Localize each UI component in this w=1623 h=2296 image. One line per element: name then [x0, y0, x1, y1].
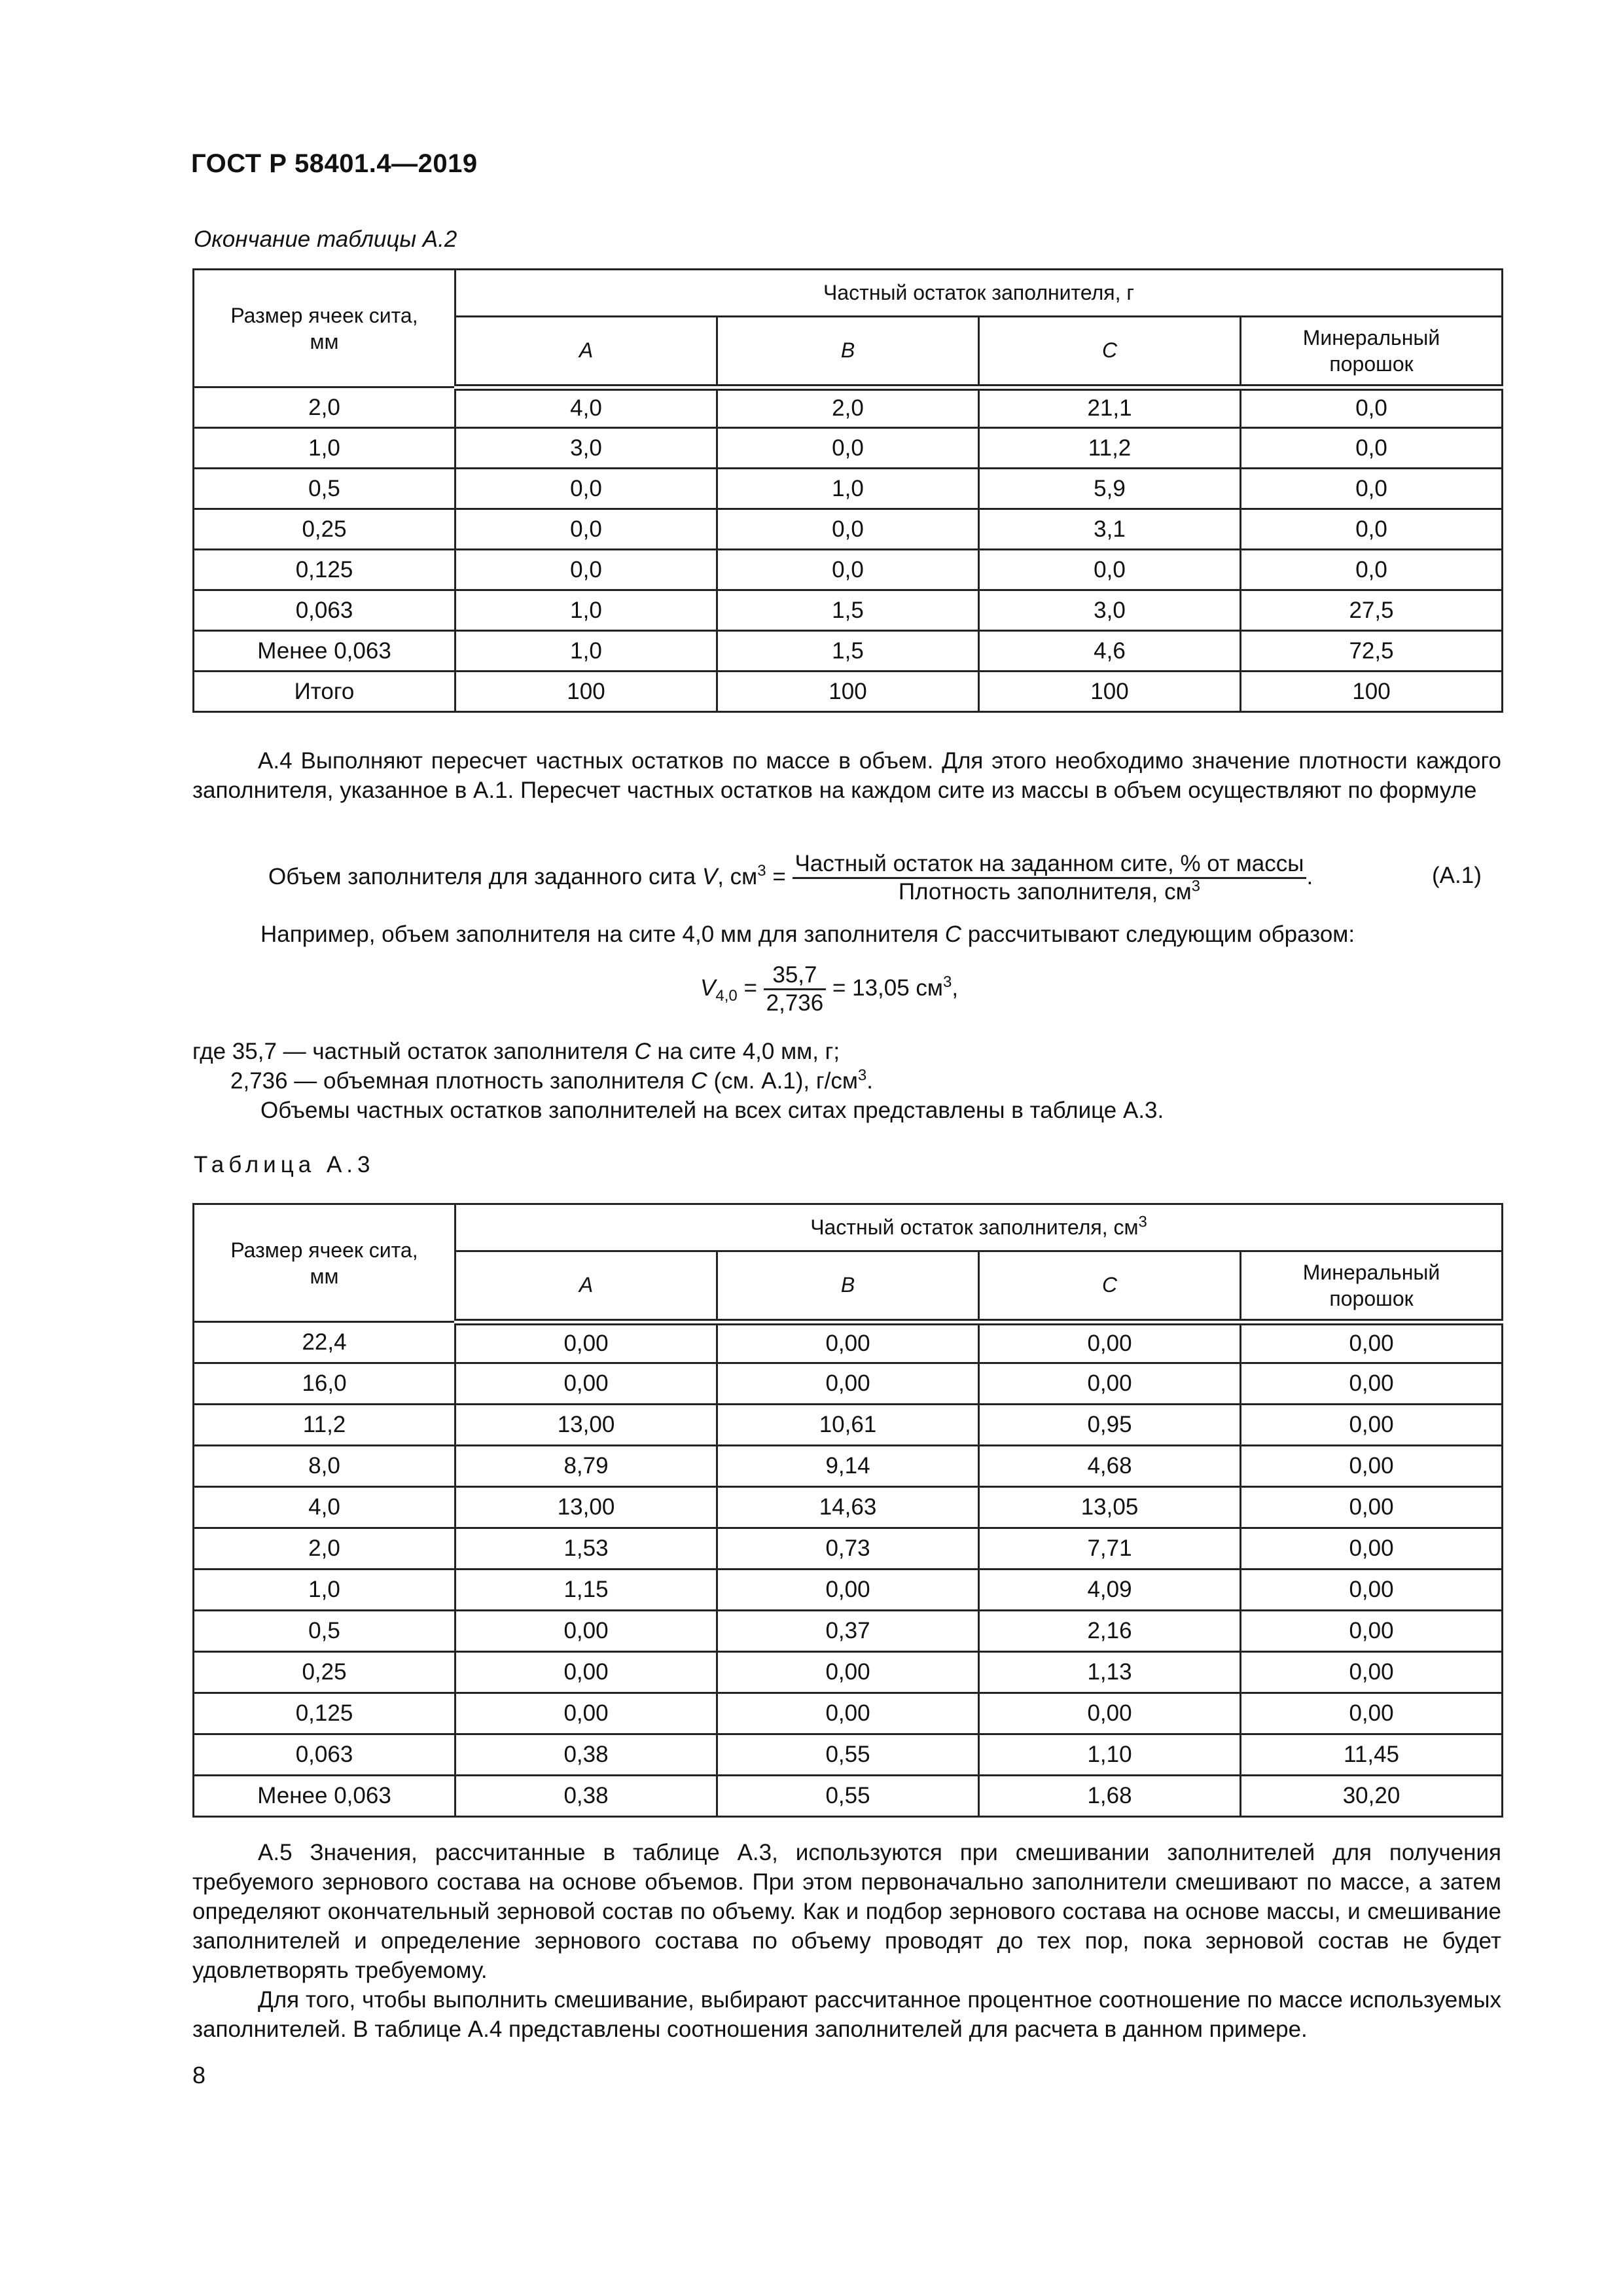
table-a2-col-mineral: Минеральный порошок: [1241, 317, 1503, 387]
value-cell: 0,55: [717, 1776, 979, 1817]
formula-a1-lhs: Объем заполнителя для заданного сита: [268, 863, 702, 889]
table-a3-col-a: A: [455, 1251, 717, 1322]
value-cell: 0,00: [717, 1322, 979, 1363]
sieve-size-cell: 0,25: [194, 1652, 455, 1693]
table-a2-col-b: B: [717, 317, 979, 387]
table-row: [194, 1363, 1503, 1405]
value-cell: 0,00: [979, 1693, 1241, 1734]
value-cell: 2,0: [717, 387, 979, 428]
value-cell: 100: [455, 672, 717, 712]
table-a3-group-sup: 3: [1138, 1213, 1147, 1231]
example-var: C: [944, 922, 962, 947]
sieve-size-cell: 22,4: [194, 1322, 455, 1363]
sieve-size-cell: 16,0: [194, 1363, 455, 1405]
value-cell: 1,5: [717, 631, 979, 672]
value-cell: 13,05: [979, 1487, 1241, 1528]
value-cell: 4,6: [979, 631, 1241, 672]
sieve-size-cell: Менее 0,063: [194, 631, 455, 672]
table-a3-sieve-header: Размер ячеек сита, мм: [194, 1204, 455, 1322]
where-1-post: на сите 4,0 мм, г;: [651, 1039, 840, 1064]
where-2-var: C: [690, 1068, 707, 1094]
where-2-end: .: [866, 1068, 874, 1094]
value-cell: 0,38: [455, 1734, 717, 1776]
table-row: [194, 550, 1503, 590]
formula-v40-eq: =: [737, 975, 757, 1001]
sieve-size-cell: 1,0: [194, 428, 455, 469]
table-a3-col-b: B: [717, 1251, 979, 1322]
table-row: [194, 1652, 1503, 1693]
table-a2-col-a: A: [455, 317, 717, 387]
value-cell: 14,63: [717, 1487, 979, 1528]
value-cell: 4,0: [455, 387, 717, 428]
value-cell: 0,55: [717, 1734, 979, 1776]
table-row: [194, 1776, 1503, 1817]
formula-a1-unit: , см: [717, 863, 758, 889]
example-pre: Например, объем заполнителя на сите 4,0 мм для заполнителя: [260, 922, 945, 947]
value-cell: 0,0: [455, 509, 717, 550]
value-cell: 13,00: [455, 1487, 717, 1528]
paragraph-a5-text: А.5 Значения, рассчитанные в таблице А.3, используются при смешивании заполнителей для получения требуемого зернового состава на основе объемов. При этом первоначально заполнители смешивают по массе, а затем определяют окончательный зерновой состав по объему. Как и подбор зернового состава на основе массы, и смешивание заполнителей и определение зернового состава по объему проводят до тех пор, пока зерновой состав не будет удовлетворять требуемому.: [192, 1840, 1501, 1983]
value-cell: 3,0: [455, 428, 717, 469]
value-cell: 27,5: [1241, 590, 1503, 631]
formula-a1-numerator: Частный остаток на заданном сите, % от массы: [793, 851, 1307, 879]
volumes-line: Объемы частных остатков заполнителей на всех ситах представлены в таблице А.3.: [260, 1098, 1164, 1123]
value-cell: 100: [1241, 672, 1503, 712]
formula-a1-sup: 3: [757, 862, 766, 880]
formula-v40-var: V: [700, 975, 716, 1001]
value-cell: 30,20: [1241, 1776, 1503, 1817]
value-cell: 0,0: [717, 509, 979, 550]
formula-v40-result: = 13,05 см: [826, 975, 943, 1001]
value-cell: 2,16: [979, 1611, 1241, 1652]
value-cell: 8,79: [455, 1446, 717, 1487]
value-cell: 10,61: [717, 1405, 979, 1446]
value-cell: 0,0: [1241, 509, 1503, 550]
value-cell: 0,00: [1241, 1322, 1503, 1363]
table-row: [194, 387, 1503, 428]
value-cell: 4,09: [979, 1570, 1241, 1611]
value-cell: 0,00: [1241, 1652, 1503, 1693]
where-line-1: [192, 1039, 840, 1065]
value-cell: 0,00: [455, 1611, 717, 1652]
value-cell: 0,0: [455, 469, 717, 509]
value-cell: 0,00: [1241, 1693, 1503, 1734]
value-cell: 100: [717, 672, 979, 712]
value-cell: 1,68: [979, 1776, 1241, 1817]
value-cell: 0,0: [1241, 469, 1503, 509]
where-2-sup: 3: [857, 1066, 867, 1085]
example-post: рассчитывают следующим образом:: [961, 922, 1355, 947]
table-row: [194, 1405, 1503, 1446]
table-row: [194, 672, 1503, 712]
formula-a1-eq: =: [766, 863, 786, 889]
value-cell: 11,2: [979, 428, 1241, 469]
value-cell: 0,00: [1241, 1611, 1503, 1652]
table-row: [194, 1446, 1503, 1487]
sieve-size-cell: 2,0: [194, 387, 455, 428]
table-a2-body: [194, 387, 1503, 712]
formula-v40-sub: 4,0: [715, 986, 738, 1005]
value-cell: 0,00: [717, 1693, 979, 1734]
value-cell: 0,00: [1241, 1528, 1503, 1570]
table-row: [194, 469, 1503, 509]
value-cell: 0,0: [717, 550, 979, 590]
value-cell: 0,00: [717, 1652, 979, 1693]
table-a3-body: [194, 1322, 1503, 1817]
page-number: 8: [192, 2062, 206, 2089]
table-row: [194, 631, 1503, 672]
value-cell: 0,00: [979, 1322, 1241, 1363]
table-row: [194, 1570, 1503, 1611]
document-header: ГОСТ Р 58401.4—2019: [191, 149, 478, 178]
value-cell: 3,0: [979, 590, 1241, 631]
table-row: [194, 428, 1503, 469]
value-cell: 1,0: [717, 469, 979, 509]
formula-a1-end: .: [1306, 863, 1313, 889]
sieve-size-cell: 0,5: [194, 1611, 455, 1652]
value-cell: 4,68: [979, 1446, 1241, 1487]
paragraph-a4-text: А.4 Выполняют пересчет частных остатков по массе в объем. Для этого необходимо значение плотности каждого заполнителя, указанное в А.1. Пересчет частных остатков на каждом сите из массы в объем осуществляют по формуле: [192, 748, 1501, 803]
table-a2: [192, 268, 1503, 713]
paragraph-a4: [192, 746, 1501, 805]
table-a2-caption: Окончание таблицы А.2: [194, 226, 457, 252]
value-cell: 1,0: [455, 631, 717, 672]
sieve-size-cell: 8,0: [194, 1446, 455, 1487]
value-cell: 1,10: [979, 1734, 1241, 1776]
sieve-size-cell: 2,0: [194, 1528, 455, 1570]
value-cell: 0,00: [717, 1363, 979, 1405]
sieve-size-cell: 0,063: [194, 590, 455, 631]
table-a3-caption: Таблица А.3: [194, 1152, 375, 1177]
sieve-size-cell: 1,0: [194, 1570, 455, 1611]
value-cell: 1,13: [979, 1652, 1241, 1693]
paragraph-mix-text: Для того, чтобы выполнить смешивание, выбирают рассчитанное процентное соотношение по массе используемых заполнителей. В таблице А.4 представлены соотношения заполнителей для расчета в данном примере.: [192, 1987, 1501, 2042]
value-cell: 0,0: [455, 550, 717, 590]
formula-v40-denominator: 2,736: [766, 990, 824, 1016]
sieve-size-cell: 11,2: [194, 1405, 455, 1446]
formula-v40: [700, 962, 958, 1016]
value-cell: 0,00: [1241, 1363, 1503, 1405]
table-a3-col-mineral: Минеральный порошок: [1241, 1251, 1503, 1322]
value-cell: 0,37: [717, 1611, 979, 1652]
sieve-size-cell: 0,063: [194, 1734, 455, 1776]
value-cell: 9,14: [717, 1446, 979, 1487]
value-cell: 0,38: [455, 1776, 717, 1817]
value-cell: 0,00: [1241, 1446, 1503, 1487]
paragraph-a5: [192, 1838, 1501, 2044]
where-1-pre: где 35,7 — частный остаток заполнителя: [192, 1039, 635, 1064]
value-cell: 0,0: [1241, 387, 1503, 428]
value-cell: 0,73: [717, 1528, 979, 1570]
value-cell: 0,00: [455, 1363, 717, 1405]
value-cell: 0,0: [1241, 550, 1503, 590]
value-cell: 0,00: [455, 1693, 717, 1734]
table-a3-group-text: Частный остаток заполнителя, см: [810, 1215, 1139, 1239]
table-row: [194, 1322, 1503, 1363]
sieve-size-cell: 0,5: [194, 469, 455, 509]
value-cell: 1,53: [455, 1528, 717, 1570]
value-cell: 0,00: [1241, 1570, 1503, 1611]
table-row: [194, 590, 1503, 631]
value-cell: 11,45: [1241, 1734, 1503, 1776]
formula-v40-end: ,: [952, 975, 959, 1001]
table-a3-col-c: C: [979, 1251, 1241, 1322]
table-a2-col-c: C: [979, 317, 1241, 387]
formula-v40-sup: 3: [943, 973, 952, 992]
value-cell: 72,5: [1241, 631, 1503, 672]
value-cell: 0,00: [455, 1322, 717, 1363]
sieve-size-cell: 0,25: [194, 509, 455, 550]
table-row: [194, 1693, 1503, 1734]
where-line-2: [230, 1068, 873, 1094]
value-cell: 0,00: [455, 1652, 717, 1693]
formula-a1-var: V: [702, 863, 718, 889]
value-cell: 0,00: [717, 1570, 979, 1611]
value-cell: 3,1: [979, 509, 1241, 550]
formula-v40-fraction: [764, 962, 827, 1016]
value-cell: 0,0: [717, 428, 979, 469]
value-cell: 21,1: [979, 387, 1241, 428]
where-1-var: C: [634, 1039, 651, 1064]
value-cell: 1,5: [717, 590, 979, 631]
value-cell: 0,00: [1241, 1487, 1503, 1528]
formula-a1-den-text: Плотность заполнителя, см: [898, 879, 1192, 905]
formula-v40-numerator: 35,7: [764, 962, 827, 990]
sieve-size-cell: Менее 0,063: [194, 1776, 455, 1817]
sieve-size-cell: Итого: [194, 672, 455, 712]
value-cell: 100: [979, 672, 1241, 712]
table-row: [194, 1487, 1503, 1528]
value-cell: 1,0: [455, 590, 717, 631]
table-row: [194, 1734, 1503, 1776]
formula-a1-denominator: [793, 879, 1307, 905]
sieve-size-cell: 0,125: [194, 1693, 455, 1734]
value-cell: 0,00: [979, 1363, 1241, 1405]
table-row: [194, 1528, 1503, 1570]
table-a3-group-header: [455, 1204, 1503, 1251]
formula-a1-den-sup: 3: [1191, 877, 1201, 895]
table-row: [194, 1611, 1503, 1652]
value-cell: 1,15: [455, 1570, 717, 1611]
value-cell: 13,00: [455, 1405, 717, 1446]
value-cell: 0,0: [1241, 428, 1503, 469]
sieve-size-cell: 4,0: [194, 1487, 455, 1528]
value-cell: 7,71: [979, 1528, 1241, 1570]
where-2-post: (см. А.1), г/см: [707, 1068, 858, 1094]
example-line: [260, 922, 1355, 948]
table-a3: [192, 1203, 1503, 1818]
value-cell: 0,0: [979, 550, 1241, 590]
formula-a1-label: (А.1): [1432, 863, 1482, 888]
where-2-pre: 2,736 — объемная плотность заполнителя: [230, 1068, 691, 1094]
table-a2-sieve-header: Размер ячеек сита, мм: [194, 270, 455, 387]
formula-a1-fraction: [793, 851, 1307, 905]
table-row: [194, 509, 1503, 550]
value-cell: 0,00: [1241, 1405, 1503, 1446]
value-cell: 0,95: [979, 1405, 1241, 1446]
sieve-size-cell: 0,125: [194, 550, 455, 590]
formula-a1: [268, 851, 1313, 905]
value-cell: 5,9: [979, 469, 1241, 509]
table-a2-group-header: Частный остаток заполнителя, г: [455, 270, 1503, 317]
